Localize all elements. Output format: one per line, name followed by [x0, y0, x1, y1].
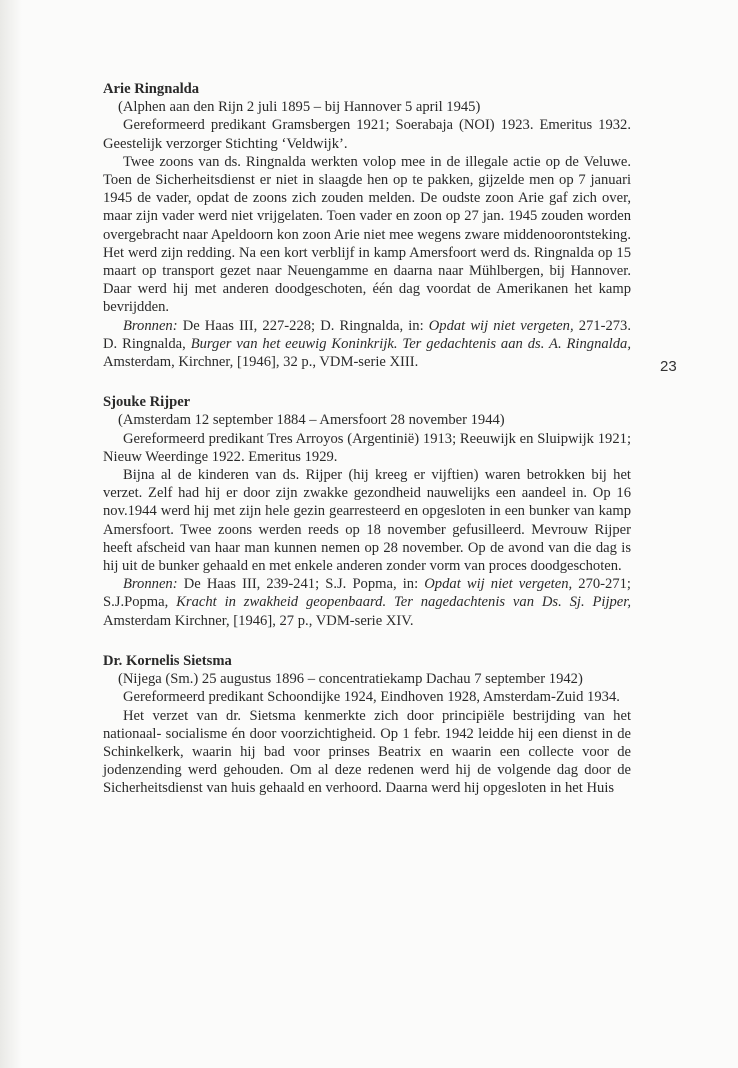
entry-dates: (Alphen aan den Rijn 2 juli 1895 – bij Hannover 5 april 1945): [118, 99, 481, 116]
sources-title: Opdat wij niet vergeten,: [424, 576, 573, 593]
entry-story: Bijna al de kinderen van ds. Rijper (hij kreeg er vijftien) waren betrokken bij het verzet. Zelf had hij er door zijn zwakke gezondheid nauwelijks een aandeel in. Op 16 nov.1944 werd hij met zijn hele gezin gearresteerd en opgesloten in een bunker van kamp Amersfoort. Twee zoons werden reeds op 18 november gefusilleerd. Mevrouw Rijper heeft afscheid van haar man kunnen nemen op 28 november. Op de avond van die dag is hij uit de bunker gehaald en met enkele anderen zonder vorm van proces doodgeschoten.: [103, 467, 631, 575]
page-number: 23: [660, 358, 677, 375]
page-gutter-shadow: [0, 0, 22, 1068]
sources-text: 271-273. D. Ringnalda,: [103, 317, 631, 352]
entry-story: Twee zoons van ds. Ringnalda werkten volop mee in de illegale actie op de Veluwe. Toen de Sicherheitsdienst er niet in slaagde hen op te pakken, gijzelde men op 7 januari 1945 de vader, opdat de zoons zich zouden melden. De oudste zoon Arie gaf zich over, maar zijn vader werd niet vrijgelaten. Toen vader en zoon op 27 jan. 1945 zouden worden overgebracht naar Apeldoorn kon zoon Arie niet mee wegens zware middenoorontsteking. Het werd zijn redding. Na een kort verblijf in kamp Amersfoort werd ds. Ringnalda op 15 maart op transport gezet naar Neuengamme en daarna naar Mühlbergen, bij Hannover. Daar werd hij met anderen doodgeschoten, één dag voordat de Amerikanen het kamp bevrijdden.: [103, 153, 631, 316]
entry-name: Arie Ringnalda: [103, 81, 200, 97]
entry-name: Dr. Kornelis Sietsma: [103, 652, 232, 669]
sources-text: De Haas III, 227-228; D. Ringnalda, in:: [182, 317, 424, 334]
entry-career: Gereformeerd predikant Gramsbergen 1921; Soerabaja (NOI) 1923. Emeritus 1932. Geestelijk verzorger Stichting ‘Veldwijk’.: [103, 117, 631, 152]
entry-name: Sjouke Rijper: [103, 394, 191, 411]
sources-label: Bronnen:: [123, 576, 178, 593]
entry-sources: [103, 575, 631, 630]
entry-story: Het verzet van dr. Sietsma kenmerkte zich door principiële bestrijding van het nationaal- socialisme én door voorzichtigheid. Op 1 febr. 1942 leidde hij een dienst in de Schinkelkerk, waarin hij bad voor prinses Beatrix en waarin een collecte voor de jodenzending werd gehouden. Om al deze redenen werd hij de volgende dag door de Sicherheitsdienst van huis gehaald en verhoord. Daarna werd hij opgesloten in het Huis: [103, 707, 631, 797]
sources-text: 270-271; S.J.Popma,: [103, 576, 631, 611]
entry-dates: (Amsterdam 12 september 1884 – Amersfoort 28 november 1944): [118, 412, 505, 429]
entry-career: Gereformeerd predikant Schoondijke 1924, Eindhoven 1928, Amsterdam-Zuid 1934.: [123, 689, 620, 706]
entry-sources: [103, 317, 631, 372]
biography-entry: [103, 80, 631, 371]
sources-text: Amsterdam, Kirchner, [1946], 32 p., VDM-serie XIII.: [103, 354, 419, 371]
sources-title: Burger van het eeuwig Koninkrijk. Ter gedachtenis aan ds. A. Ringnalda,: [190, 335, 631, 352]
biography-entry: [103, 652, 631, 798]
document-body: [103, 80, 631, 820]
sources-text: De Haas III, 239-241; S.J. Popma, in:: [183, 576, 419, 593]
sources-title: Kracht in zwakheid geopenbaard. Ter nagedachtenis van Ds. Sj. Pijper,: [176, 594, 631, 611]
sources-title: Opdat wij niet vergeten,: [428, 317, 574, 334]
entry-dates: (Nijega (Sm.) 25 augustus 1896 – concentratiekamp Dachau 7 september 1942): [118, 671, 583, 688]
entry-career: Gereformeerd predikant Tres Arroyos (Argentinië) 1913; Reeuwijk en Sluipwijk 1921; Nieuw Weerdinge 1922. Emeritus 1929.: [103, 430, 631, 465]
sources-text: Amsterdam Kirchner, [1946], 27 p., VDM-serie XIV.: [103, 612, 414, 629]
sources-label: Bronnen:: [123, 317, 178, 334]
biography-entry: [103, 393, 631, 630]
